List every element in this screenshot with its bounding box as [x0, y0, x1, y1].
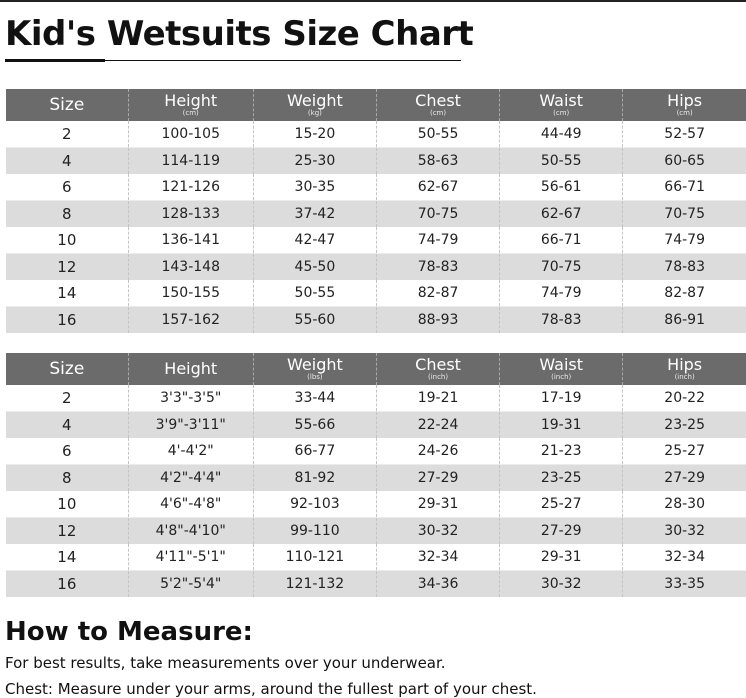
imperial-size-table: [6, 353, 746, 597]
size-cell: 12: [6, 518, 128, 545]
table-row: [6, 148, 746, 175]
table-cell: 55-60: [253, 307, 376, 334]
table-cell: 110-121: [253, 544, 376, 571]
table-cell: 33-44: [253, 385, 376, 412]
metric-header-unit: (kg): [307, 109, 322, 117]
size-cell: 14: [6, 544, 128, 571]
table-cell: 32-34: [376, 544, 499, 571]
metric-header-waist: [500, 89, 623, 121]
table-row: [6, 201, 746, 228]
table-cell: 32-34: [623, 544, 746, 571]
table-cell: 30-32: [623, 518, 746, 545]
table-cell: 21-23: [500, 438, 623, 465]
table-cell: 25-30: [253, 148, 376, 175]
table-row: [6, 571, 746, 598]
metric-header-unit: (cm): [182, 109, 199, 117]
table-cell: 22-24: [376, 412, 499, 439]
imperial-header-label: Hips: [667, 355, 703, 374]
imperial-header-waist: [500, 353, 623, 385]
size-cell: 10: [6, 491, 128, 518]
table-cell: 62-67: [500, 201, 623, 228]
metric-table-body: [6, 121, 746, 333]
table-cell: 30-32: [376, 518, 499, 545]
table-cell: 82-87: [623, 280, 746, 307]
size-cell: 8: [6, 465, 128, 492]
size-cell: 16: [6, 307, 128, 334]
top-border-line: [0, 0, 746, 2]
table-cell: 86-91: [623, 307, 746, 334]
table-cell: 60-65: [623, 148, 746, 175]
table-cell: 30-35: [253, 174, 376, 201]
imperial-header-unit: (inch): [674, 373, 695, 381]
table-cell: 50-55: [500, 148, 623, 175]
table-cell: 4'2"-4'4": [128, 465, 253, 492]
size-cell: 10: [6, 227, 128, 254]
size-cell: 12: [6, 254, 128, 281]
table-cell: 56-61: [500, 174, 623, 201]
table-row: [6, 412, 746, 439]
imperial-header-label: Height: [164, 359, 218, 378]
table-cell: 128-133: [128, 201, 253, 228]
table-cell: 58-63: [376, 148, 499, 175]
table-cell: 45-50: [253, 254, 376, 281]
table-cell: 157-162: [128, 307, 253, 334]
imperial-header-hips: [623, 353, 746, 385]
table-cell: 92-103: [253, 491, 376, 518]
table-cell: 15-20: [253, 121, 376, 148]
table-cell: 27-29: [376, 465, 499, 492]
table-cell: 23-25: [623, 412, 746, 439]
metric-header-label: Chest: [415, 91, 461, 110]
size-cell: 4: [6, 412, 128, 439]
metric-header-label: Waist: [539, 91, 584, 110]
imperial-header-unit: (inch): [427, 373, 449, 381]
table-cell: 62-67: [376, 174, 499, 201]
table-cell: 150-155: [128, 280, 253, 307]
imperial-header-size: [6, 353, 128, 385]
imperial-header-height: [128, 353, 253, 385]
imperial-table-header: [6, 353, 746, 385]
size-cell: 6: [6, 438, 128, 465]
size-cell: 6: [6, 174, 128, 201]
table-row: [6, 174, 746, 201]
table-cell: 19-21: [376, 385, 499, 412]
table-cell: 74-79: [376, 227, 499, 254]
table-cell: 3'3"-3'5": [128, 385, 253, 412]
table-cell: 27-29: [500, 518, 623, 545]
size-cell: 14: [6, 280, 128, 307]
table-cell: 66-71: [623, 174, 746, 201]
table-row: [6, 280, 746, 307]
how-to-measure-intro: For best results, take measurements over your underwear.: [5, 654, 446, 672]
table-cell: 52-57: [623, 121, 746, 148]
table-cell: 50-55: [253, 280, 376, 307]
table-cell: 34-36: [376, 571, 499, 598]
table-cell: 78-83: [623, 254, 746, 281]
table-cell: 4'-4'2": [128, 438, 253, 465]
table-cell: 42-47: [253, 227, 376, 254]
title-underline-accent: [5, 59, 105, 62]
imperial-header-weight: [253, 353, 376, 385]
table-cell: 44-49: [500, 121, 623, 148]
imperial-header-label: Size: [49, 358, 85, 379]
metric-header-hips: [623, 89, 746, 121]
table-cell: 100-105: [128, 121, 253, 148]
table-cell: 70-75: [623, 201, 746, 228]
size-cell: 16: [6, 571, 128, 598]
table-row: [6, 307, 746, 334]
table-cell: 50-55: [376, 121, 499, 148]
table-cell: 136-141: [128, 227, 253, 254]
metric-header-label: Size: [49, 94, 85, 115]
table-cell: 27-29: [623, 465, 746, 492]
table-cell: 3'9"-3'11": [128, 412, 253, 439]
table-cell: 88-93: [376, 307, 499, 334]
table-cell: 70-75: [376, 201, 499, 228]
imperial-header-label: Weight: [287, 355, 343, 374]
table-cell: 28-30: [623, 491, 746, 518]
metric-header-label: Hips: [667, 91, 703, 110]
table-cell: 4'11"-5'1": [128, 544, 253, 571]
table-cell: 99-110: [253, 518, 376, 545]
table-cell: 25-27: [623, 438, 746, 465]
table-row: [6, 438, 746, 465]
table-row: [6, 518, 746, 545]
page-title: Kid's Wetsuits Size Chart: [5, 14, 474, 54]
table-cell: 5'2"-5'4": [128, 571, 253, 598]
table-row: [6, 544, 746, 571]
table-cell: 70-75: [500, 254, 623, 281]
imperial-header-unit: (inch): [551, 373, 572, 381]
table-cell: 20-22: [623, 385, 746, 412]
table-cell: 143-148: [128, 254, 253, 281]
imperial-header-chest: [376, 353, 499, 385]
table-row: [6, 254, 746, 281]
table-cell: 74-79: [500, 280, 623, 307]
how-to-measure-chest: Chest: Measure under your arms, around the fullest part of your chest.: [5, 680, 537, 698]
table-cell: 17-19: [500, 385, 623, 412]
table-cell: 66-77: [253, 438, 376, 465]
table-cell: 114-119: [128, 148, 253, 175]
size-cell: 4: [6, 148, 128, 175]
table-cell: 25-27: [500, 491, 623, 518]
imperial-header-unit: (lbs): [307, 373, 323, 381]
table-cell: 74-79: [623, 227, 746, 254]
table-row: [6, 465, 746, 492]
metric-header-height: [128, 89, 253, 121]
table-cell: 55-66: [253, 412, 376, 439]
table-cell: 23-25: [500, 465, 623, 492]
table-cell: 30-32: [500, 571, 623, 598]
size-cell: 8: [6, 201, 128, 228]
table-cell: 78-83: [376, 254, 499, 281]
table-row: [6, 121, 746, 148]
table-cell: 24-26: [376, 438, 499, 465]
how-to-measure-heading: How to Measure:: [5, 617, 253, 647]
imperial-header-label: Chest: [415, 355, 461, 374]
table-cell: 78-83: [500, 307, 623, 334]
imperial-header-label: Waist: [539, 355, 584, 374]
table-cell: 121-132: [253, 571, 376, 598]
metric-table-header: [6, 89, 746, 121]
table-cell: 29-31: [500, 544, 623, 571]
table-row: [6, 227, 746, 254]
metric-header-chest: [376, 89, 499, 121]
table-cell: 33-35: [623, 571, 746, 598]
metric-header-weight: [253, 89, 376, 121]
size-cell: 2: [6, 121, 128, 148]
table-cell: 121-126: [128, 174, 253, 201]
table-cell: 4'6"-4'8": [128, 491, 253, 518]
table-cell: 82-87: [376, 280, 499, 307]
table-cell: 66-71: [500, 227, 623, 254]
metric-size-table: [6, 89, 746, 333]
table-cell: 29-31: [376, 491, 499, 518]
table-cell: 37-42: [253, 201, 376, 228]
metric-header-size: [6, 89, 128, 121]
metric-header-label: Height: [164, 91, 218, 110]
imperial-table-body: [6, 385, 746, 597]
table-row: [6, 491, 746, 518]
table-row: [6, 385, 746, 412]
table-cell: 4'8"-4'10": [128, 518, 253, 545]
size-cell: 2: [6, 385, 128, 412]
metric-header-unit: (cm): [676, 109, 693, 117]
table-cell: 19-31: [500, 412, 623, 439]
metric-header-unit: (cm): [553, 109, 570, 117]
metric-header-label: Weight: [287, 91, 343, 110]
table-cell: 81-92: [253, 465, 376, 492]
metric-header-unit: (cm): [429, 109, 447, 117]
